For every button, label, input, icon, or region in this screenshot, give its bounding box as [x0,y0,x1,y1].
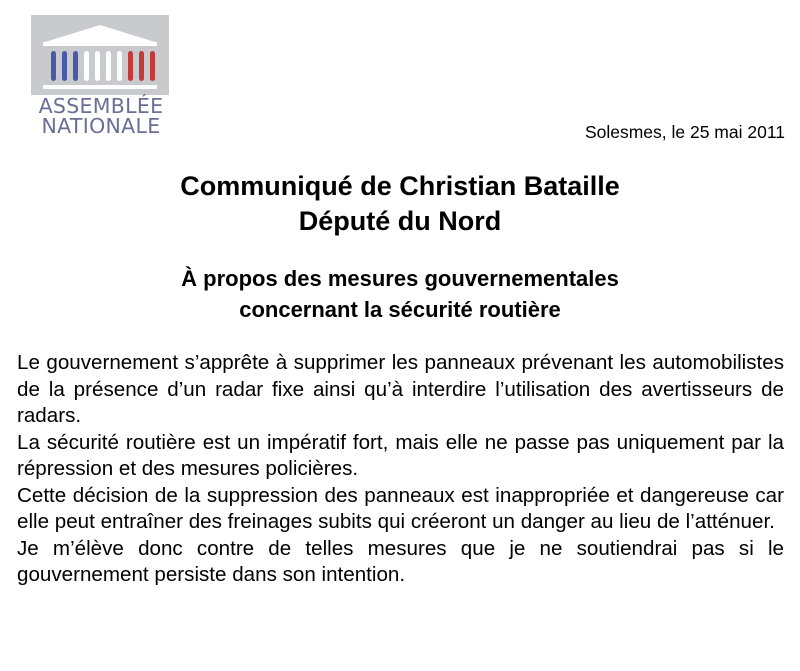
title-line-1: Communiqué de Christian Bataille [180,171,620,201]
title-line-2: Député du Nord [298,206,502,236]
assemblee-nationale-logo [31,15,171,138]
assemblee-nationale-building-icon [31,15,169,95]
press-release-body [17,350,784,589]
body-paragraph: Le gouvernement s’apprête à supprimer les panneaux prévenant les automobilistes de la présence d’un radar fixe ainsi qu’à interdire l’utilisation des avertisseurs de radars. [17,351,784,427]
subtitle-line-1: À propos des mesures gouvernementales [181,266,619,291]
date-line: Solesmes, le 25 mai 2011 [584,122,785,142]
body-paragraph: Je m’élève donc contre de telles mesures que je ne soutiendrai pas si le gouvernement persiste dans son intention. [17,536,784,586]
subtitle-line-2: concernant la sécurité routière [239,297,561,322]
body-paragraph: Cette décision de la suppression des panneaux est inappropriée et dangereuse car elle peut entraîner des freinages subits qui créeront un danger au lieu de l’atténuer. [17,483,784,533]
logo-text-line1: ASSEMBLÉE [38,94,164,118]
body-paragraph: La sécurité routière est un impératif fort, mais elle ne passe pas uniquement par la répression et des mesures policières. [17,430,784,480]
logo-text-line2: NATIONALE [41,114,161,138]
